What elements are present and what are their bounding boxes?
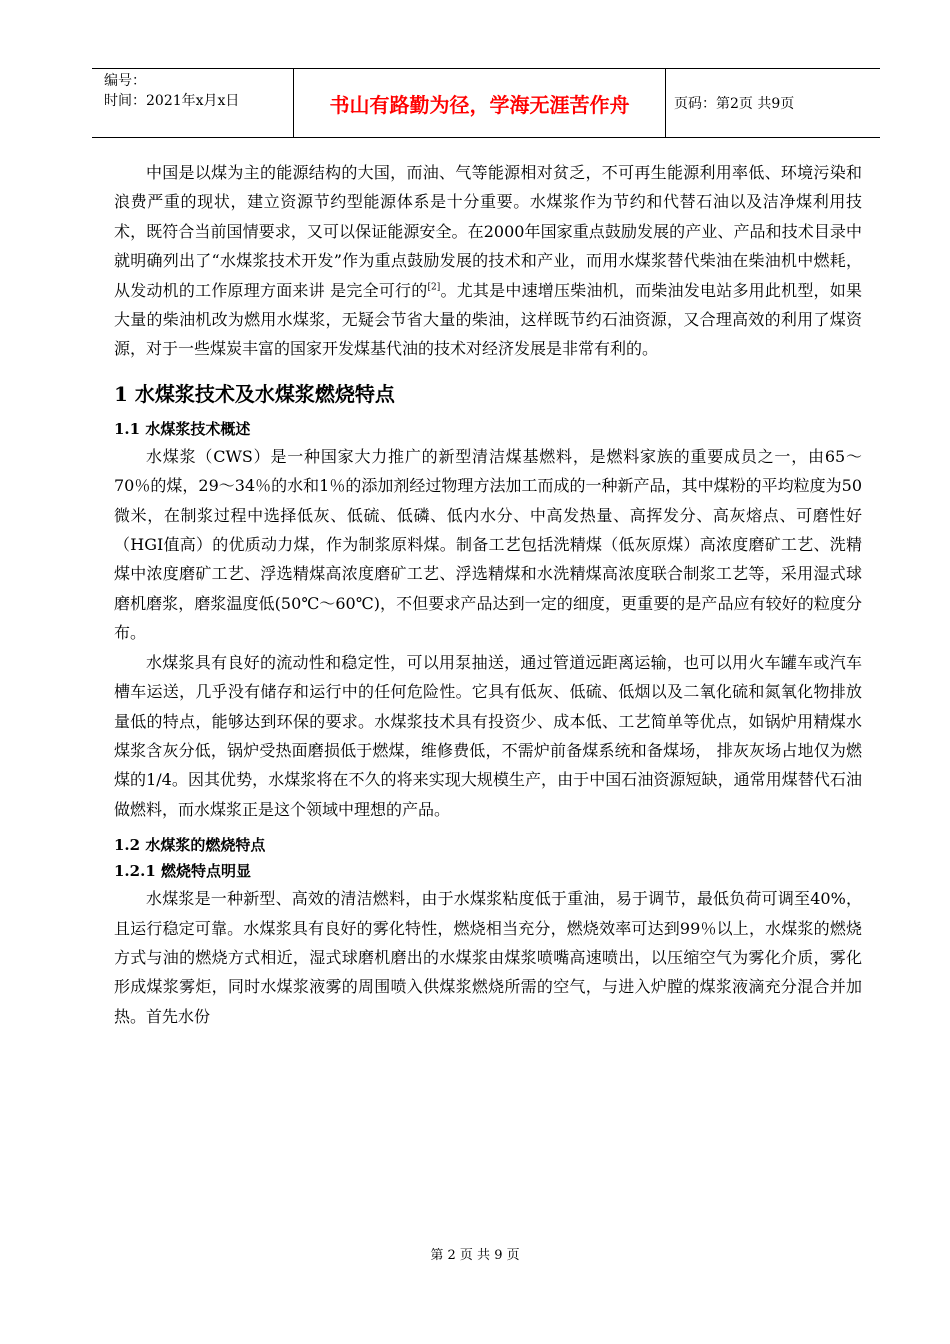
footer-page-number: 第 2 页 共 9 页 [430, 1248, 520, 1263]
page-footer [0, 1244, 950, 1263]
document-body [114, 158, 862, 1031]
section-1-title: 1 水煤浆技术及水煤浆燃烧特点 [114, 381, 395, 406]
page-info: 页码：第2页 共9页 [674, 96, 795, 112]
motto-text: 书山有路勤为径，学海无涯苦作舟 [329, 92, 630, 117]
section-1-2-1-title: 1.2.1 燃烧特点明显 [114, 862, 251, 881]
section-1-2-1-paragraph: 水煤浆是一种新型、高效的清洁燃料，由于水煤浆粘度低于重油，易于调节，最低负荷可调至40%，且运行稳定可靠。水煤浆具有良好的雾化特性，燃烧相当充分，燃烧效率可达到99％以上，水煤浆的燃烧方式与油的燃烧方式相近，湿式球磨机磨出的水煤浆由煤浆喷嘴高速喷出，以压缩空气为雾化介质，雾化形成煤浆雾炬，同时水煤浆液雾的周围喷入供煤浆燃烧所需的空气，与进入炉膛的煤浆液滴充分混合并加热。首先水份 [114, 889, 862, 1026]
header-meta-cell [92, 69, 294, 137]
number-label: 编号： [104, 73, 146, 89]
page-header [92, 68, 880, 138]
reference-mark: [2] [427, 282, 441, 293]
section-1-1-title: 1.1 水煤浆技术概述 [114, 419, 251, 438]
intro-text-end: 。尤其是中速增压柴油机，而柴油发电站多用此机型，如果大量的柴油机改为燃用水煤浆，无疑会节省大量的柴油，这样既节约石油资源，又合理高效的利用了煤资源，对于一些煤炭丰富的国家开发煤基代油的技术对经济发展是非常有利的。 [114, 280, 862, 359]
section-1-2-title: 1.2 水煤浆的燃烧特点 [114, 836, 266, 855]
section-1-1-paragraph-2: 水煤浆具有良好的流动性和稳定性，可以用泵抽送，通过管道远距离运输，也可以用火车罐车或汽车槽车运送，几乎没有储存和运行中的任何危险性。它具有低灰、低硫、低烟以及二氧化硫和氮氧化物排放量低的特点，能够达到环保的要求。水煤浆技术具有投资少、成本低、工艺简单等优点，如锅炉用精煤水煤浆含灰分低，锅炉受热面磨损低于燃煤，维修费低，不需炉前备煤系统和备煤场， 排灰灰场占地仅为燃煤的1/4。因其优势，水煤浆将在不久的将来实现大规模生产，由于中国石油资源短缺，通常用煤替代石油做燃料，而水煤浆正是这个领域中理想的产品。 [114, 652, 862, 819]
intro-paragraph [114, 158, 862, 364]
header-page-cell [666, 69, 880, 137]
header-motto-cell [294, 69, 666, 137]
intro-text: 中国是以煤为主的能源结构的大国，而油、气等能源相对贫乏，不可再生能源利用率低、环境污染和浪费严重的现状，建立资源节约型能源体系是十分重要。水煤浆作为节约和代替石油以及洁净煤利用技术，既符合当前国情要求，又可以保证能源安全。在2000年国家重点鼓励发展的产业、产品和技术目录中就明确列出了“水煤浆技术开发”作为重点鼓励发展的技术和产业，而用水煤浆替代柴油在柴油机中燃耗，从发动机的工作原理方面来讲 是完全可行的 [114, 163, 862, 300]
section-1-1-paragraph-1: 水煤浆（CWS）是一种国家大力推广的新型清洁煤基燃料，是燃料家族的重要成员之一，由65～70％的煤，29～34％的水和1％的添加剂经过物理方法加工而成的一种新产品，其中煤粉的平均粒度为50微米，在制浆过程中选择低灰、低硫、低磷、低内水分、中高发热量、高挥发分、高灰熔点、可磨性好（HGI值高）的优质动力煤，作为制浆原料煤。制备工艺包括洗精煤（低灰原煤）高浓度磨矿工艺、洗精煤中浓度磨矿工艺、浮选精煤高浓度磨矿工艺、浮选精煤和水洗精煤高浓度联合制浆工艺等，采用湿式球磨机磨浆，磨浆温度低(50℃～60℃)，不但要求产品达到一定的细度，更重要的是产品应有较好的粒度分布。 [114, 446, 862, 643]
time-label: 时间：2021年x月x日 [104, 93, 240, 109]
